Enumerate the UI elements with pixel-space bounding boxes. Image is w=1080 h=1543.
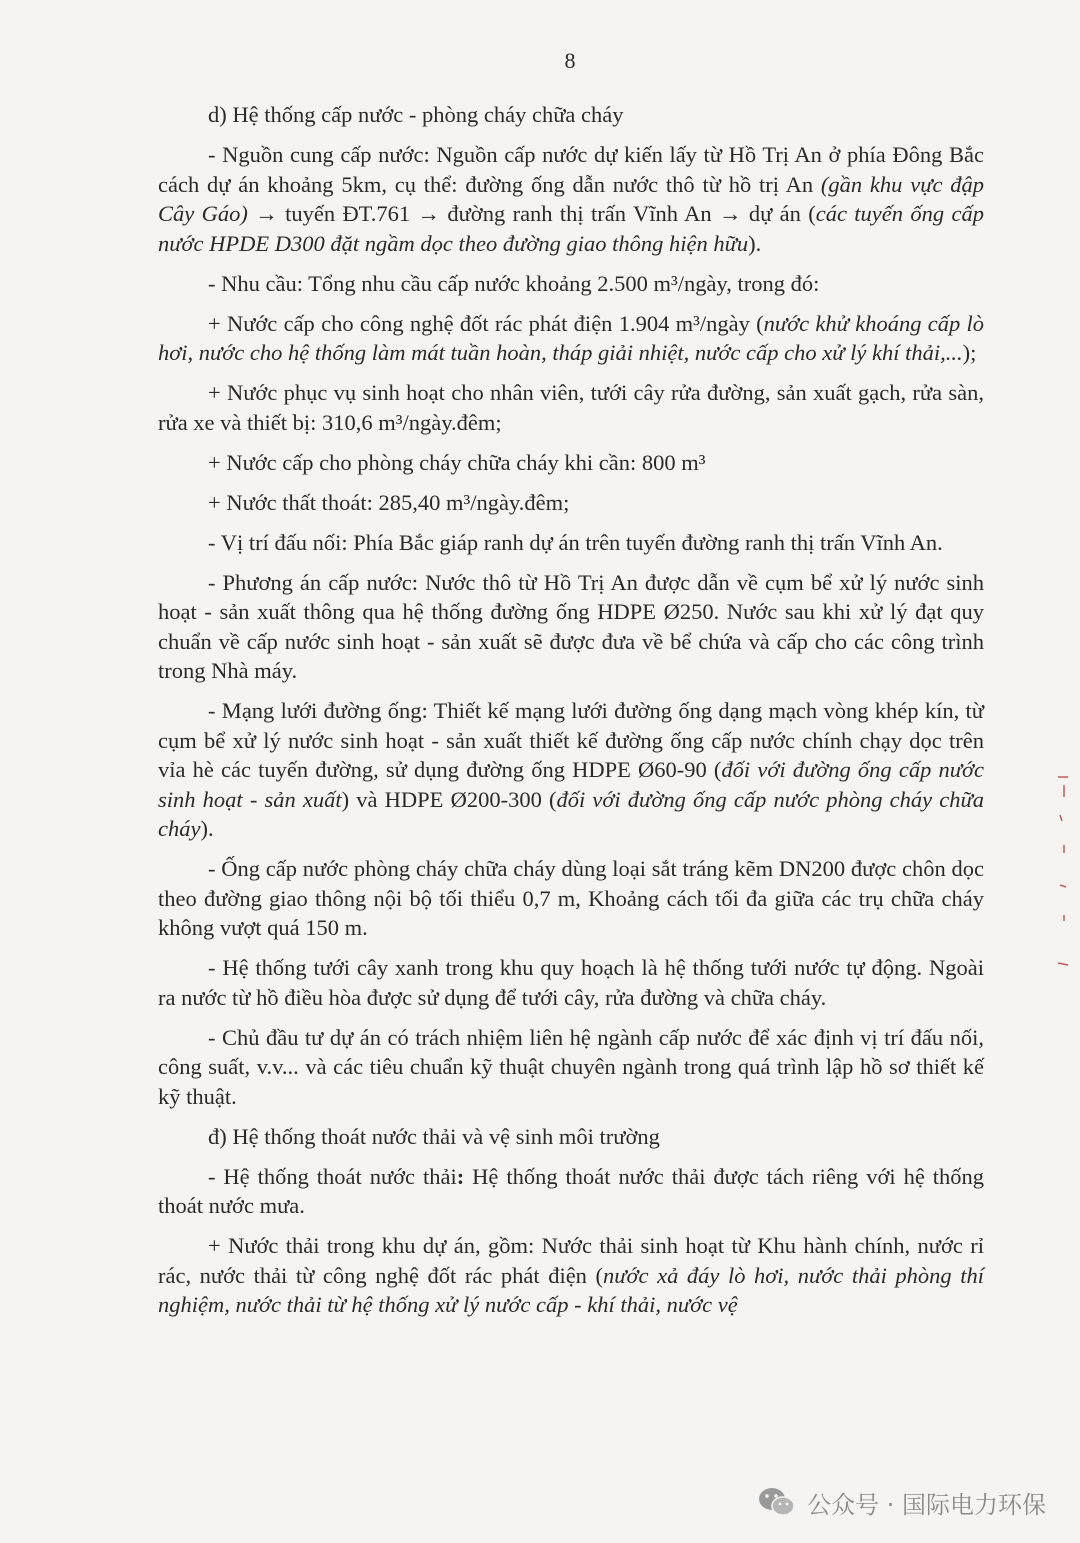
paragraph-connection-point: - Vị trí đấu nối: Phía Bắc giáp ranh dự án trên tuyến đường ranh thị trấn Vĩnh An. (208, 529, 943, 555)
wechat-watermark (757, 1482, 1046, 1522)
paragraph-owner-responsibility: - Chủ đầu tư dự án có trách nhiệm liên hệ ngành cấp nước để xác định vị trí đấu nối, công suất, v.v... và các tiêu chuẩn kỹ thuật chuyên ngành trong quá trình lập hồ sơ thiết kế kỹ thuật. (158, 1024, 984, 1109)
section-heading-d: d) Hệ thống cấp nước - phòng cháy chữa cháy (208, 102, 624, 127)
paragraph-water-source: - Nguồn cung cấp nước: Nguồn cấp nước dự kiến lấy từ Hồ Trị An ở phía Đông Bắc cách dự án khoảng 5km, cụ thể: đường ống dẫn nước thô từ hồ trị An (gần khu vực đập Cây Gáo) → tuyến ĐT.761 → đường ranh thị trấn Vĩnh An → dự án (các tuyến ống cấp nước HPDE D300 đặt ngầm dọc theo đường giao thông hiện hữu). (158, 142, 984, 256)
wechat-icon (757, 1485, 797, 1519)
page-number: 8 (564, 48, 576, 73)
paragraph-supply-plan: - Phương án cấp nước: Nước thô từ Hồ Trị An được dẫn về cụm bể xử lý nước sinh hoạt - sản xuất thông qua hệ thống đường ống HDPE Ø250. Nước sau khi xử lý đạt quy chuẩn về cấp nước sinh hoạt - sản xuất sẽ được đưa về bể chứa và cấp cho các công trình trong Nhà máy. (158, 569, 984, 683)
document-body (158, 100, 984, 1330)
paragraph-pipe-network: - Mạng lưới đường ống: Thiết kế mạng lưới đường ống dạng mạch vòng khép kín, từ cụm bể xử lý nước sinh hoạt - sản xuất thiết kế đường ống cấp nước chính chạy dọc trên vỉa hè các tuyến đường, sử dụng đường ống HDPE Ø60-90 (đối với đường ống cấp nước sinh hoạt - sản xuất) và HDPE Ø200-300 (đối với đường ống cấp nước phòng cháy chữa cháy). (158, 698, 985, 841)
paragraph-technology-water: + Nước cấp cho công nghệ đốt rác phát điện 1.904 m³/ngày (nước khử khoáng cấp lò hơi, nước cho hệ thống làm mát tuần hoàn, tháp giải nhiệt, nước cấp cho xử lý khí thải,...); (158, 310, 984, 365)
paragraph-fire-water: + Nước cấp cho phòng cháy chữa cháy khi cần: 800 m³ (208, 449, 706, 475)
paragraph-wastewater: + Nước thải trong khu dự án, gồm: Nước thải sinh hoạt từ Khu hành chính, nước rỉ rác, nước thải từ công nghệ đốt rác phát điện (nước xả đáy lò hơi, nước thải phòng thí nghiệm, nước thải từ hệ thống xử lý nước cấp - khí thải, nước vệ (158, 1233, 985, 1317)
paragraph-irrigation: - Hệ thống tưới cây xanh trong khu quy hoạch là hệ thống tưới nước tự động. Ngoài ra nước từ hồ điều hòa được sử dụng để tưới cây, rửa đường và chữa cháy. (158, 955, 984, 1010)
paragraph-fire-pipe: - Ống cấp nước phòng cháy chữa cháy dùng loại sắt tráng kẽm DN200 được chôn dọc theo đường giao thông nội bộ tối thiểu 0,7 m, Khoảng cách tối đa giữa các trụ chữa cháy không vượt quá 150 m. (158, 856, 984, 940)
margin-stamp-mark (1054, 775, 1070, 975)
paragraph-water-demand: - Nhu cầu: Tổng nhu cầu cấp nước khoảng 2.500 m³/ngày, trong đó: (208, 270, 820, 296)
paragraph-water-loss: + Nước thất thoát: 285,40 m³/ngày.đêm; (208, 489, 570, 515)
section-heading-dd: đ) Hệ thống thoát nước thải và vệ sinh môi trường (208, 1123, 660, 1149)
paragraph-living-water: + Nước phục vụ sinh hoạt cho nhân viên, tưới cây rửa đường, sản xuất gạch, rửa sàn, rửa xe và thiết bị: 310,6 m³/ngày.đêm; (158, 380, 984, 435)
paragraph-drainage-system: - Hệ thống thoát nước thải: Hệ thống thoát nước thải được tách riêng với hệ thống thoát nước mưa. (158, 1163, 985, 1218)
watermark-text: 公众号 · 国际电力环保 (807, 1490, 1046, 1519)
